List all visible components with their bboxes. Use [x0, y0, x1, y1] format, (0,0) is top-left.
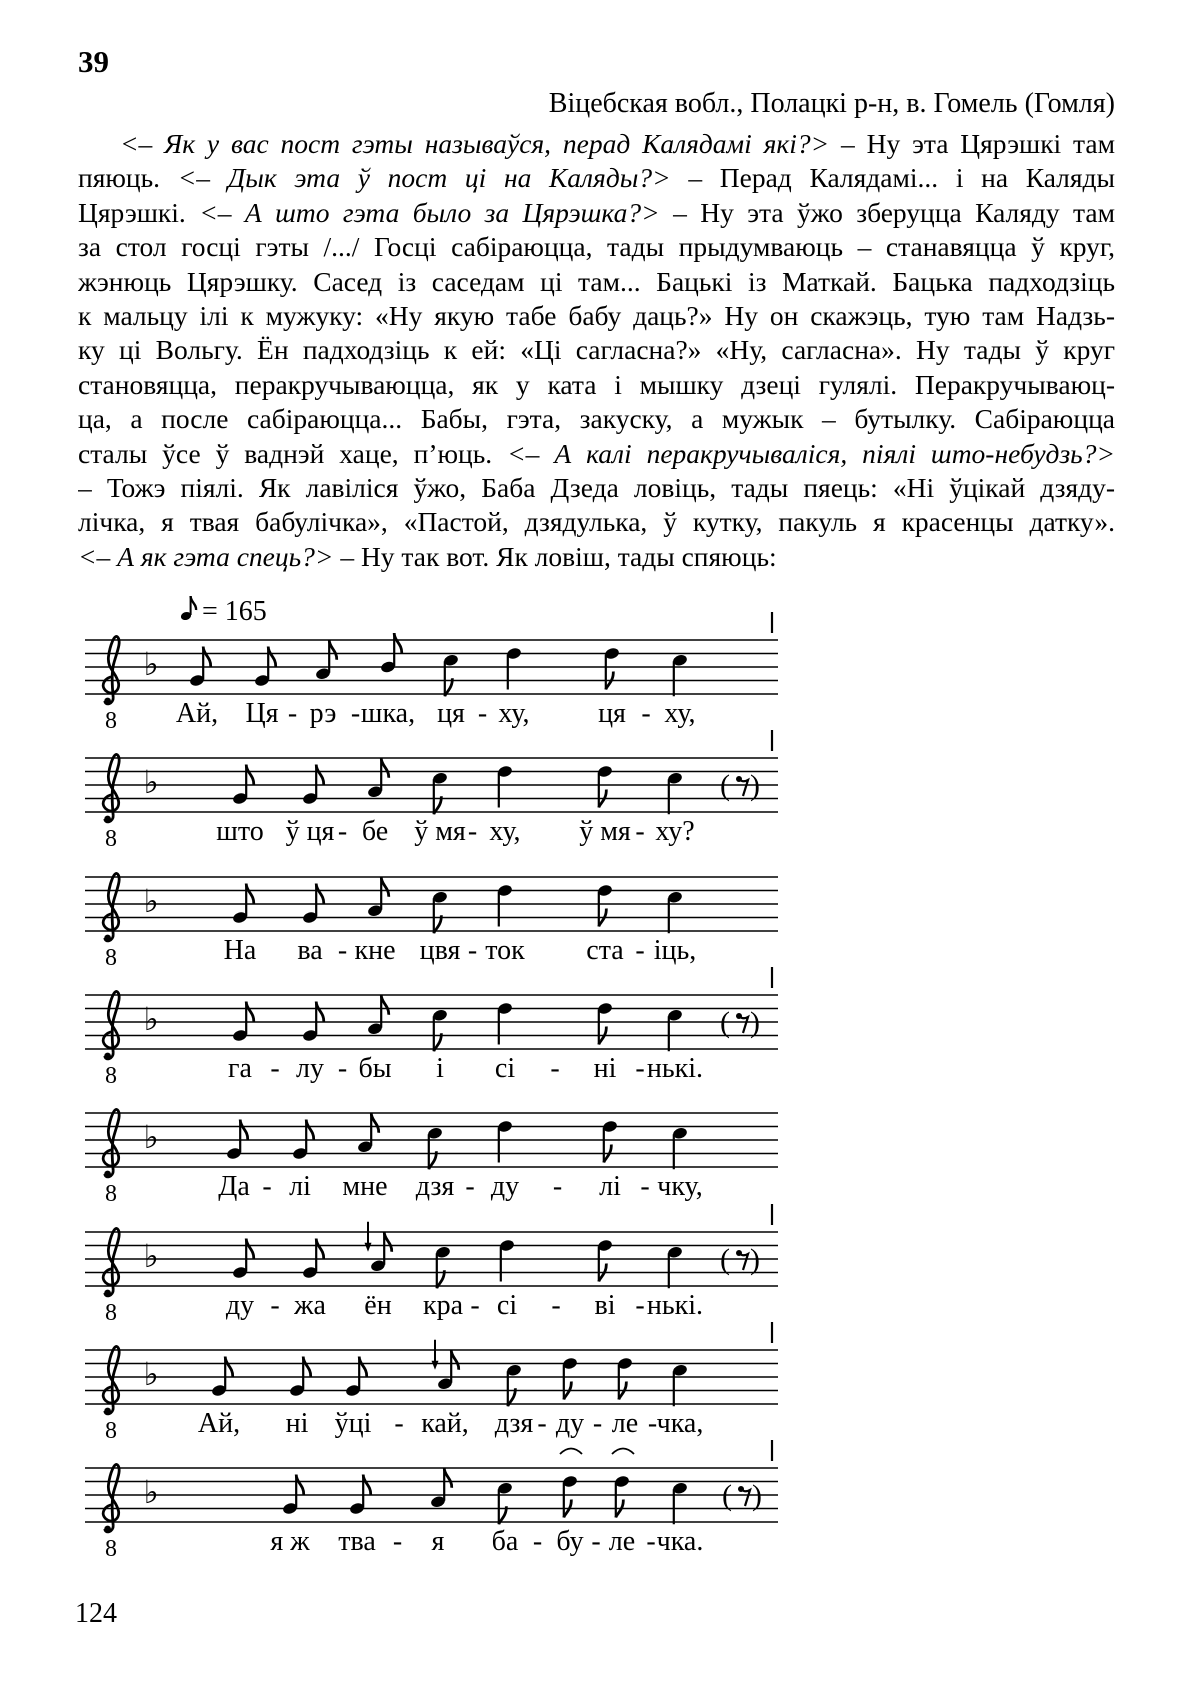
eighth-flag — [246, 884, 254, 904]
lyric-syllable: ва — [297, 935, 323, 966]
lyric-syllable: ця — [598, 698, 626, 729]
lyric-hyphen: - — [551, 1290, 561, 1321]
lyric-syllable: ле — [611, 1408, 639, 1439]
lyric-syllable: што — [216, 816, 264, 847]
lyric-syllable: ні — [285, 1408, 309, 1439]
flat-sign: ♭ — [143, 1474, 159, 1510]
octave-8-mark: 8 — [105, 1063, 117, 1089]
lyric-hyphen: - — [552, 1171, 563, 1202]
eighth-flag — [381, 758, 389, 778]
lyric-syllable: чка, — [656, 1408, 704, 1439]
eighth-flag — [316, 1239, 324, 1259]
lyric-hyphen: - — [532, 1526, 543, 1557]
eighth-flag — [203, 647, 211, 667]
eighth-flag — [444, 1468, 452, 1488]
lyric-syllable: Ця — [245, 698, 279, 729]
lyric-hyphen: - — [337, 935, 348, 966]
lyric-syllable: ўці — [334, 1408, 372, 1439]
informant-answer: ку ці Вольгу. Ён падходзіць к ей: «Ці сагласна?» «Ну, сагласна». Ну тады ў круг — [78, 334, 1115, 366]
lyric-hyphen: - — [635, 1053, 645, 1084]
informant-answer: ца, а после сабіраюцца... Бабы, гэта, закуску, а мужык – бутылку. Сабіраюцца — [78, 403, 1115, 435]
lyric-hyphen: - — [647, 1408, 658, 1439]
informant-answer: сталы ўсе ў ваднэй хаце, п’юць. — [78, 437, 508, 469]
paren-close: ) — [750, 1006, 760, 1039]
informant-answer: становяцца, перакручываюцца, як у ката і мышку дзеці гулялі. Перакручываюц- — [78, 368, 1115, 400]
lyric-hyphen: - — [470, 1290, 480, 1321]
lyric-syllable: ле — [608, 1526, 636, 1557]
eighth-flag — [268, 647, 276, 667]
lyric-syllable: ду — [555, 1408, 585, 1439]
lyric-hyphen: - — [467, 816, 478, 847]
down-arrow-icon — [432, 1361, 439, 1370]
eighth-flag — [381, 877, 389, 897]
lyric-syllable: ён — [364, 1290, 392, 1321]
informant-answer: – Перад Калядамі... і на Каляды — [670, 162, 1115, 194]
lyric-syllable: ба — [491, 1526, 519, 1557]
lyric-syllable: ток — [485, 935, 525, 966]
lyric-hyphen: - — [337, 1053, 348, 1084]
lyric-syllable: рэ — [309, 698, 337, 729]
fermata-arc — [612, 1449, 634, 1455]
lyric-syllable: ві — [594, 1290, 616, 1321]
paren-close: ) — [752, 1479, 762, 1512]
lyric-syllable: ў мя — [579, 816, 631, 847]
eighth-flag — [371, 1113, 379, 1133]
informant-answer: пяюць. — [78, 162, 178, 194]
informant-answer: – Ну эта Цярэшкі там — [829, 128, 1115, 159]
lyric-syllable: ду — [490, 1171, 520, 1202]
lyric-syllable: тва — [338, 1526, 376, 1557]
lyric-syllable: шка, — [360, 698, 416, 729]
lyric-syllable: іць, — [653, 935, 697, 966]
paren-open: ( — [720, 1006, 730, 1039]
lyric-syllable: кай, — [421, 1408, 469, 1439]
informant-answer: лічка, я твая бабулічка», «Пастой, дзядулька, ў кутку, пакуль я красенцы датку». — [78, 506, 1115, 538]
eighth-flag — [225, 1357, 233, 1377]
lyric-syllable: сі — [496, 1290, 518, 1321]
interviewer-question: <– Дык эта ў пост ці на Каляды?> — [177, 162, 671, 194]
lyric-syllable: Ай, — [197, 1408, 241, 1439]
eighth-flag — [394, 633, 402, 653]
lyric-syllable: Да — [218, 1171, 250, 1202]
lyric-syllable: ў мя — [414, 816, 466, 847]
lyric-syllable: чка. — [656, 1526, 704, 1557]
lyric-syllable: кне — [354, 935, 396, 966]
interviewer-question: <– А калі перакручываліся, піялі што-небудзь?> — [507, 437, 1115, 469]
flat-sign: ♭ — [143, 1356, 159, 1392]
lyric-syllable: ў ця — [285, 816, 335, 847]
lyric-syllable: лі — [599, 1171, 621, 1202]
lyric-syllable: ху? — [655, 816, 695, 847]
lyric-syllable: я ж — [270, 1526, 310, 1557]
lyric-hyphen: - — [467, 935, 478, 966]
lyric-syllable: бе — [361, 816, 389, 847]
flat-sign: ♭ — [143, 1119, 159, 1155]
lyric-syllable: чку, — [657, 1171, 703, 1202]
fermata-arc — [560, 1449, 582, 1455]
flat-sign: ♭ — [143, 764, 159, 800]
eighth-flag — [306, 1120, 314, 1140]
lyric-syllable: га — [228, 1053, 252, 1084]
eighth-flag — [303, 1357, 311, 1377]
page-number-bottom: 124 — [75, 1598, 117, 1629]
lyric-syllable: Ай, — [175, 698, 219, 729]
lyric-syllable: бу — [556, 1526, 584, 1557]
flat-sign: ♭ — [143, 1001, 159, 1037]
lyric-hyphen: - — [465, 1171, 475, 1202]
eighth-flag — [316, 1002, 324, 1022]
lyric-syllable: нькі. — [646, 1290, 704, 1321]
lyric-hyphen: - — [477, 698, 488, 729]
octave-8-mark: 8 — [105, 708, 117, 734]
lyric-syllable: дзя — [494, 1408, 534, 1439]
octave-8-mark: 8 — [105, 826, 117, 852]
paren-open: ( — [720, 1243, 730, 1276]
down-arrow-icon — [365, 1243, 372, 1252]
lyric-syllable: ста — [586, 935, 624, 966]
lyric-hyphen: - — [591, 1526, 601, 1557]
lyric-syllable: ху, — [664, 698, 696, 729]
eighth-flag — [329, 640, 337, 660]
informant-answer: – Ну так вот. Як ловіш, тады спяюць: — [333, 540, 777, 572]
lyric-syllable: ні — [593, 1053, 617, 1084]
eighth-flag — [316, 884, 324, 904]
paren-open: ( — [722, 1479, 732, 1512]
lyric-hyphen: - — [337, 816, 348, 847]
informant-answer: жэнюць Цярэшку. Сасед із саседам ці там... Бацькі із Маткай. Бацька падходзіць — [78, 265, 1115, 297]
informant-answer: – Ну эта ўжо зберуцца Каляду там — [659, 196, 1115, 228]
interviewer-question: <– Як у вас пост гэты называўся, перад Калядамі які?> — [120, 128, 830, 159]
eighth-flag — [381, 995, 389, 1015]
lyric-hyphen: - — [394, 1408, 404, 1439]
lyric-hyphen: - — [392, 1526, 403, 1557]
eighth-flag — [246, 1002, 254, 1022]
lyric-hyphen: - — [270, 1290, 280, 1321]
lyric-syllable: цвя — [419, 935, 461, 966]
lyric-syllable: ду — [225, 1290, 255, 1321]
flat-sign: ♭ — [143, 1238, 159, 1274]
source-location-line: Віцебская вобл., Полацкі р-н, в. Гомель (Гомля) — [548, 88, 1115, 119]
lyric-syllable: і — [436, 1053, 444, 1084]
paren-close: ) — [750, 769, 760, 802]
lyric-hyphen: - — [287, 698, 298, 729]
eighth-flag — [316, 765, 324, 785]
interviewer-question: <– А што гэта было за Цярэшка?> — [199, 196, 660, 228]
paren-open: ( — [720, 769, 730, 802]
lyric-syllable: ху, — [498, 698, 530, 729]
lyric-syllable: я — [431, 1526, 445, 1557]
interviewer-question: <– А як гэта спець?> — [78, 540, 334, 572]
lyric-syllable: жа — [294, 1290, 326, 1321]
lyric-hyphen: - — [641, 698, 651, 729]
lyric-hyphen: - — [635, 935, 645, 966]
lyric-syllable: бы — [358, 1053, 392, 1084]
page-number-top: 39 — [78, 44, 109, 79]
lyric-hyphen: - — [550, 1053, 560, 1084]
eighth-flag — [451, 1350, 459, 1370]
lyric-syllable: ця — [437, 698, 465, 729]
lyric-syllable: лі — [289, 1171, 311, 1202]
tempo-value: = 165 — [202, 596, 267, 627]
lyric-syllable: На — [223, 935, 257, 966]
lyric-hyphen: - — [635, 816, 645, 847]
lyric-syllable: дзя — [415, 1171, 455, 1202]
lyric-syllable: кра — [422, 1290, 464, 1321]
eighth-flag — [363, 1475, 371, 1495]
flat-sign: ♭ — [143, 883, 159, 919]
lyric-hyphen: - — [262, 1171, 272, 1202]
octave-8-mark: 8 — [105, 1418, 117, 1444]
eighth-flag — [246, 765, 254, 785]
eighth-flag — [359, 1357, 367, 1377]
informant-answer: к мальцу ілі к мужуку: «Ну якую табе бабу даць?» Ну он скажэць, тую там Надзь- — [78, 299, 1115, 331]
lyric-hyphen: - — [640, 1171, 650, 1202]
octave-8-mark: 8 — [105, 1300, 117, 1326]
eighth-flag — [296, 1475, 304, 1495]
lyric-hyphen: - — [635, 1290, 645, 1321]
lyric-syllable: нькі. — [646, 1053, 704, 1084]
lyric-hyphen: - — [350, 698, 361, 729]
paren-close: ) — [750, 1243, 760, 1276]
lyric-syllable: сі — [494, 1053, 516, 1084]
lyric-hyphen: - — [537, 1408, 547, 1439]
octave-8-mark: 8 — [105, 1181, 117, 1207]
lyric-hyphen: - — [646, 1526, 656, 1557]
informant-answer: – Тожэ піялі. Як лавіліся ўжо, Баба Дзеда ловіць, тады пяець: «Ні ўцікай дзяду- — [78, 471, 1115, 503]
lyric-syllable: лу — [296, 1053, 324, 1084]
octave-8-mark: 8 — [105, 945, 117, 971]
informant-answer: Цярэшкі. — [78, 196, 200, 228]
lyric-hyphen: - — [270, 1053, 280, 1084]
lyric-hyphen: - — [592, 1408, 603, 1439]
flat-sign: ♭ — [143, 646, 159, 682]
eighth-flag — [246, 1239, 254, 1259]
octave-8-mark: 8 — [105, 1536, 117, 1562]
eighth-flag — [240, 1120, 248, 1140]
lyric-syllable: мне — [342, 1171, 388, 1202]
informant-answer: за стол госці гэты /.../ Госці сабіраюцца, тады прыдумваюць – станавяцца ў круг, — [78, 231, 1115, 263]
eighth-flag — [384, 1232, 392, 1252]
lyric-syllable: ху, — [489, 816, 521, 847]
